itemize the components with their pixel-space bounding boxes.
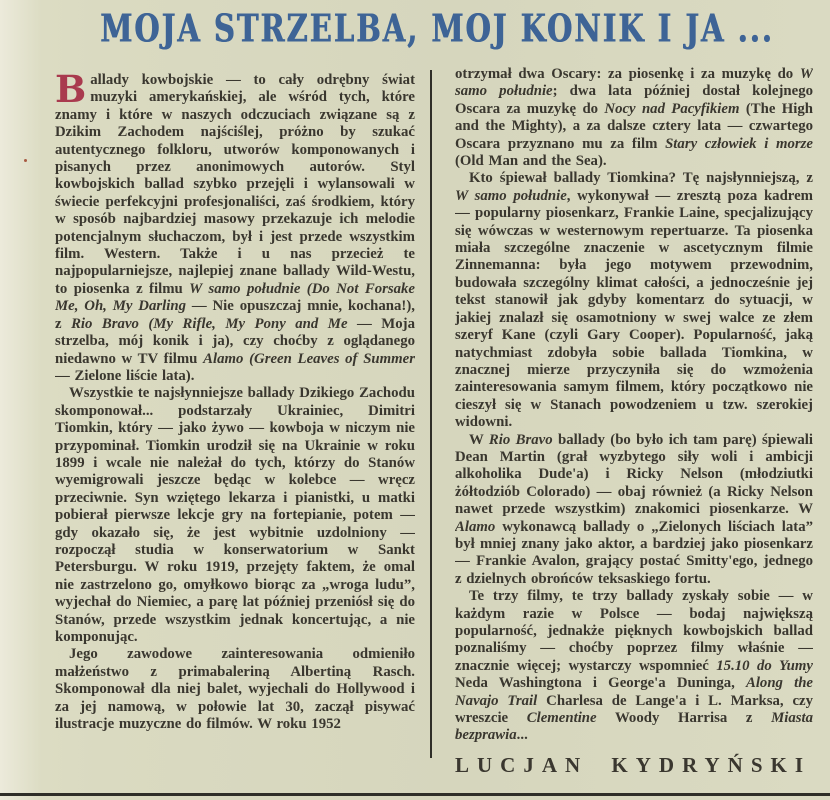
text-run: — Nie opuszczaj mnie, kochana!), z bbox=[55, 298, 415, 332]
paper-speck bbox=[24, 159, 27, 162]
text-run: Charlesa de Lange'a i L. Marksa, czy wreszcie bbox=[455, 692, 813, 727]
page-bottom-rule bbox=[0, 793, 830, 796]
paragraph bbox=[55, 646, 415, 733]
text-run: — Moja strzelba, mój konik i ja), czy choćby z oglądanego niedawno w TV filmu bbox=[55, 315, 415, 367]
text-column-right bbox=[455, 66, 813, 796]
text-run: , wykonywał — zresztą poza kadrem — popularny piosenkarz, Frankie Laine, specjalizujący się wówczas w westernowym repertuarze. Ta piosenka miała szczególne znaczenie w ascetycznym filmie Zinnemanna: była jego motywem przewodnim, budowała szczególny klimat całości, a jednocześnie jej tekst stanowił jak gdyby komentarz do sytuacji, w jakiej znalazł się osamotniony w swej walce ze złem szeryf Kane (czyli Gary Cooper). Popularność, jaką natychmiast zdobyła sobie ballada Tiomkina, w znacznej mierze przyczyniła się do wzmożenia zainteresowania samym filmem, który początkowo nie cieszył się w Stanach powodzeniem u tzw. szerokiej widowni. bbox=[455, 187, 813, 431]
text-run: allady kowbojskie — to cały odrębny świat muzyki amerykańskiej, ale wśród tych, które znamy i które w naszych odczuciach związane są z Dzikim Zachodem najściślej, próżno by szukać autentycznego folkloru, utworów komponowanych i pisanych przez anonimowych autorów. Styl kowbojskich ballad szybko przejęli i wylansowali w świecie perfekcyjni profesjonaliści, zaś środkiem, który w sposób najbardziej masowy przekazuje ich melodie potencjalnym słuchaczom, był i jest przede wszystkim film. Western. Także i u nas przecież te najpopularniejsze, najlepiej znane ballady Wild-Westu, to piosenka z filmu bbox=[55, 72, 415, 297]
article-title: MOJA STRZELBA, MOJ KONIK I JA ... bbox=[100, 6, 774, 51]
column-divider-rule bbox=[430, 70, 432, 758]
film-title-run: W samo południe bbox=[455, 66, 813, 100]
film-title-run: Rio Bravo (My Rifle, My Pony and Me bbox=[71, 315, 348, 332]
film-title-run: W samo południe bbox=[455, 187, 567, 204]
text-run: W bbox=[469, 431, 489, 448]
film-title-run: 15.10 do Yumy bbox=[716, 657, 813, 674]
film-title-run: Rio Bravo bbox=[488, 431, 553, 448]
text-run: otrzymał dwa Oscary: za piosenkę i za muzykę do bbox=[455, 66, 800, 82]
paragraph bbox=[455, 66, 813, 170]
text-run: Kto śpiewał ballady Tiomkina? Tę najsłynniejszą, z bbox=[469, 170, 813, 187]
paragraph bbox=[455, 588, 813, 745]
text-run: (Old Man and the Sea). bbox=[455, 153, 607, 170]
film-title-run: Nocy nad Pacyfikiem bbox=[604, 100, 740, 117]
film-title-run: Miasta bezprawia bbox=[455, 710, 813, 744]
film-title-run: Alamo bbox=[455, 518, 496, 535]
text-run: ballady (bo było ich tam parę) śpiewali Dean Martin (grał wyzbytego siły woli i ambicji alkoholika Dude'a) i Ricky Nelson (młodziutki żółtodziób Colorado) — obaj również (a Ricky Nelson nawet przede wszystkim) znakomici piosenkarze. W bbox=[455, 431, 813, 518]
text-run: Neda Washingtona i George'a Duninga, bbox=[455, 675, 746, 692]
text-run: ... bbox=[516, 727, 528, 744]
author-signature: LUCJAN KYDRYŃSKI bbox=[455, 752, 812, 777]
film-title-run: W samo południe (Do Not Forsake Me, Oh, My Darling bbox=[55, 280, 415, 315]
drop-cap: B bbox=[55, 72, 87, 111]
paragraph bbox=[55, 385, 415, 646]
text-run: Wszystkie te najsłynniejsze ballady Dzikiego Zachodu skomponował... podstarzały Ukrainiec, Dimitri Tiomkin, który — jako żywo — kowboja w niczym nie przypominał. Tiomkin urodził się na Ukrainie w roku 1899 i wcale nie należał do tych, którzy do Stanów wyemigrowali jeszcze będąc w kolebce — wręcz przeciwnie. Syn wziętego lekarza i pianistki, u matki pobierał pierwsze lekcje gry na fortepianie, potem — gdy okazało się, że jest wybitnie uzdolniony — rozpoczął studia w konserwatorium w Sankt Petersburgu. W roku 1919, przejęty faktem, że omal nie zastrzelono go, omyłkowo biorąc za „wroga ludu”, wyjechał do Niemiec, a parę lat później przeniósł się do Stanów, przede wszystkim jednak koncertując, a nie komponując. bbox=[55, 385, 415, 645]
text-run: ; dwa lata później dostał kolejnego Oscara za muzykę do bbox=[455, 83, 813, 117]
text-run: Te trzy filmy, te trzy ballady zyskały sobie — w każdym razie w Polsce — bodaj największą popularność, jednakże pięknych kowbojskich ballad poznaliśmy — choćby poprzez filmy właśnie — znacznie więcej; wystarczy wspomnieć bbox=[455, 588, 813, 674]
film-title-run: Stary człowiek i morze bbox=[665, 135, 813, 152]
paragraph bbox=[455, 170, 813, 431]
text-run: wykonawcą ballady o „Zielonych liściach lata” był mniej znany jako aktor, a bardziej jako piosenkarz — Frankie Avalon, grający postać Smitty'ego, jednego z dzielnych obrońców teksaskiego fortu. bbox=[455, 518, 813, 587]
film-title-run: Clementine bbox=[526, 710, 597, 727]
film-title-run: Along the Navajo Trail bbox=[455, 675, 813, 709]
text-run: Jego zawodowe zainteresowania odmieniło małżeństwo z primabaleriną Albertiną Rasch. Skomponował dla niej balet, wyjechali do Hollywood i za jej namową, w połowie lat 30, zaczął pisywać ilustracje muzyczne do filmów. W roku 1952 bbox=[55, 646, 415, 733]
text-column-left bbox=[55, 72, 415, 788]
text-run: (The High and the Mighty), a za dalsze cztery lata — czwartego Oscara przyznano mu za film bbox=[455, 100, 813, 152]
paragraph bbox=[455, 432, 813, 589]
text-run: Woody Harrisa z bbox=[596, 710, 772, 727]
paragraph bbox=[55, 72, 415, 385]
text-run: — Zielone liście lata). bbox=[55, 367, 195, 384]
film-title-run: Alamo (Green Leaves of Summer bbox=[203, 350, 415, 367]
